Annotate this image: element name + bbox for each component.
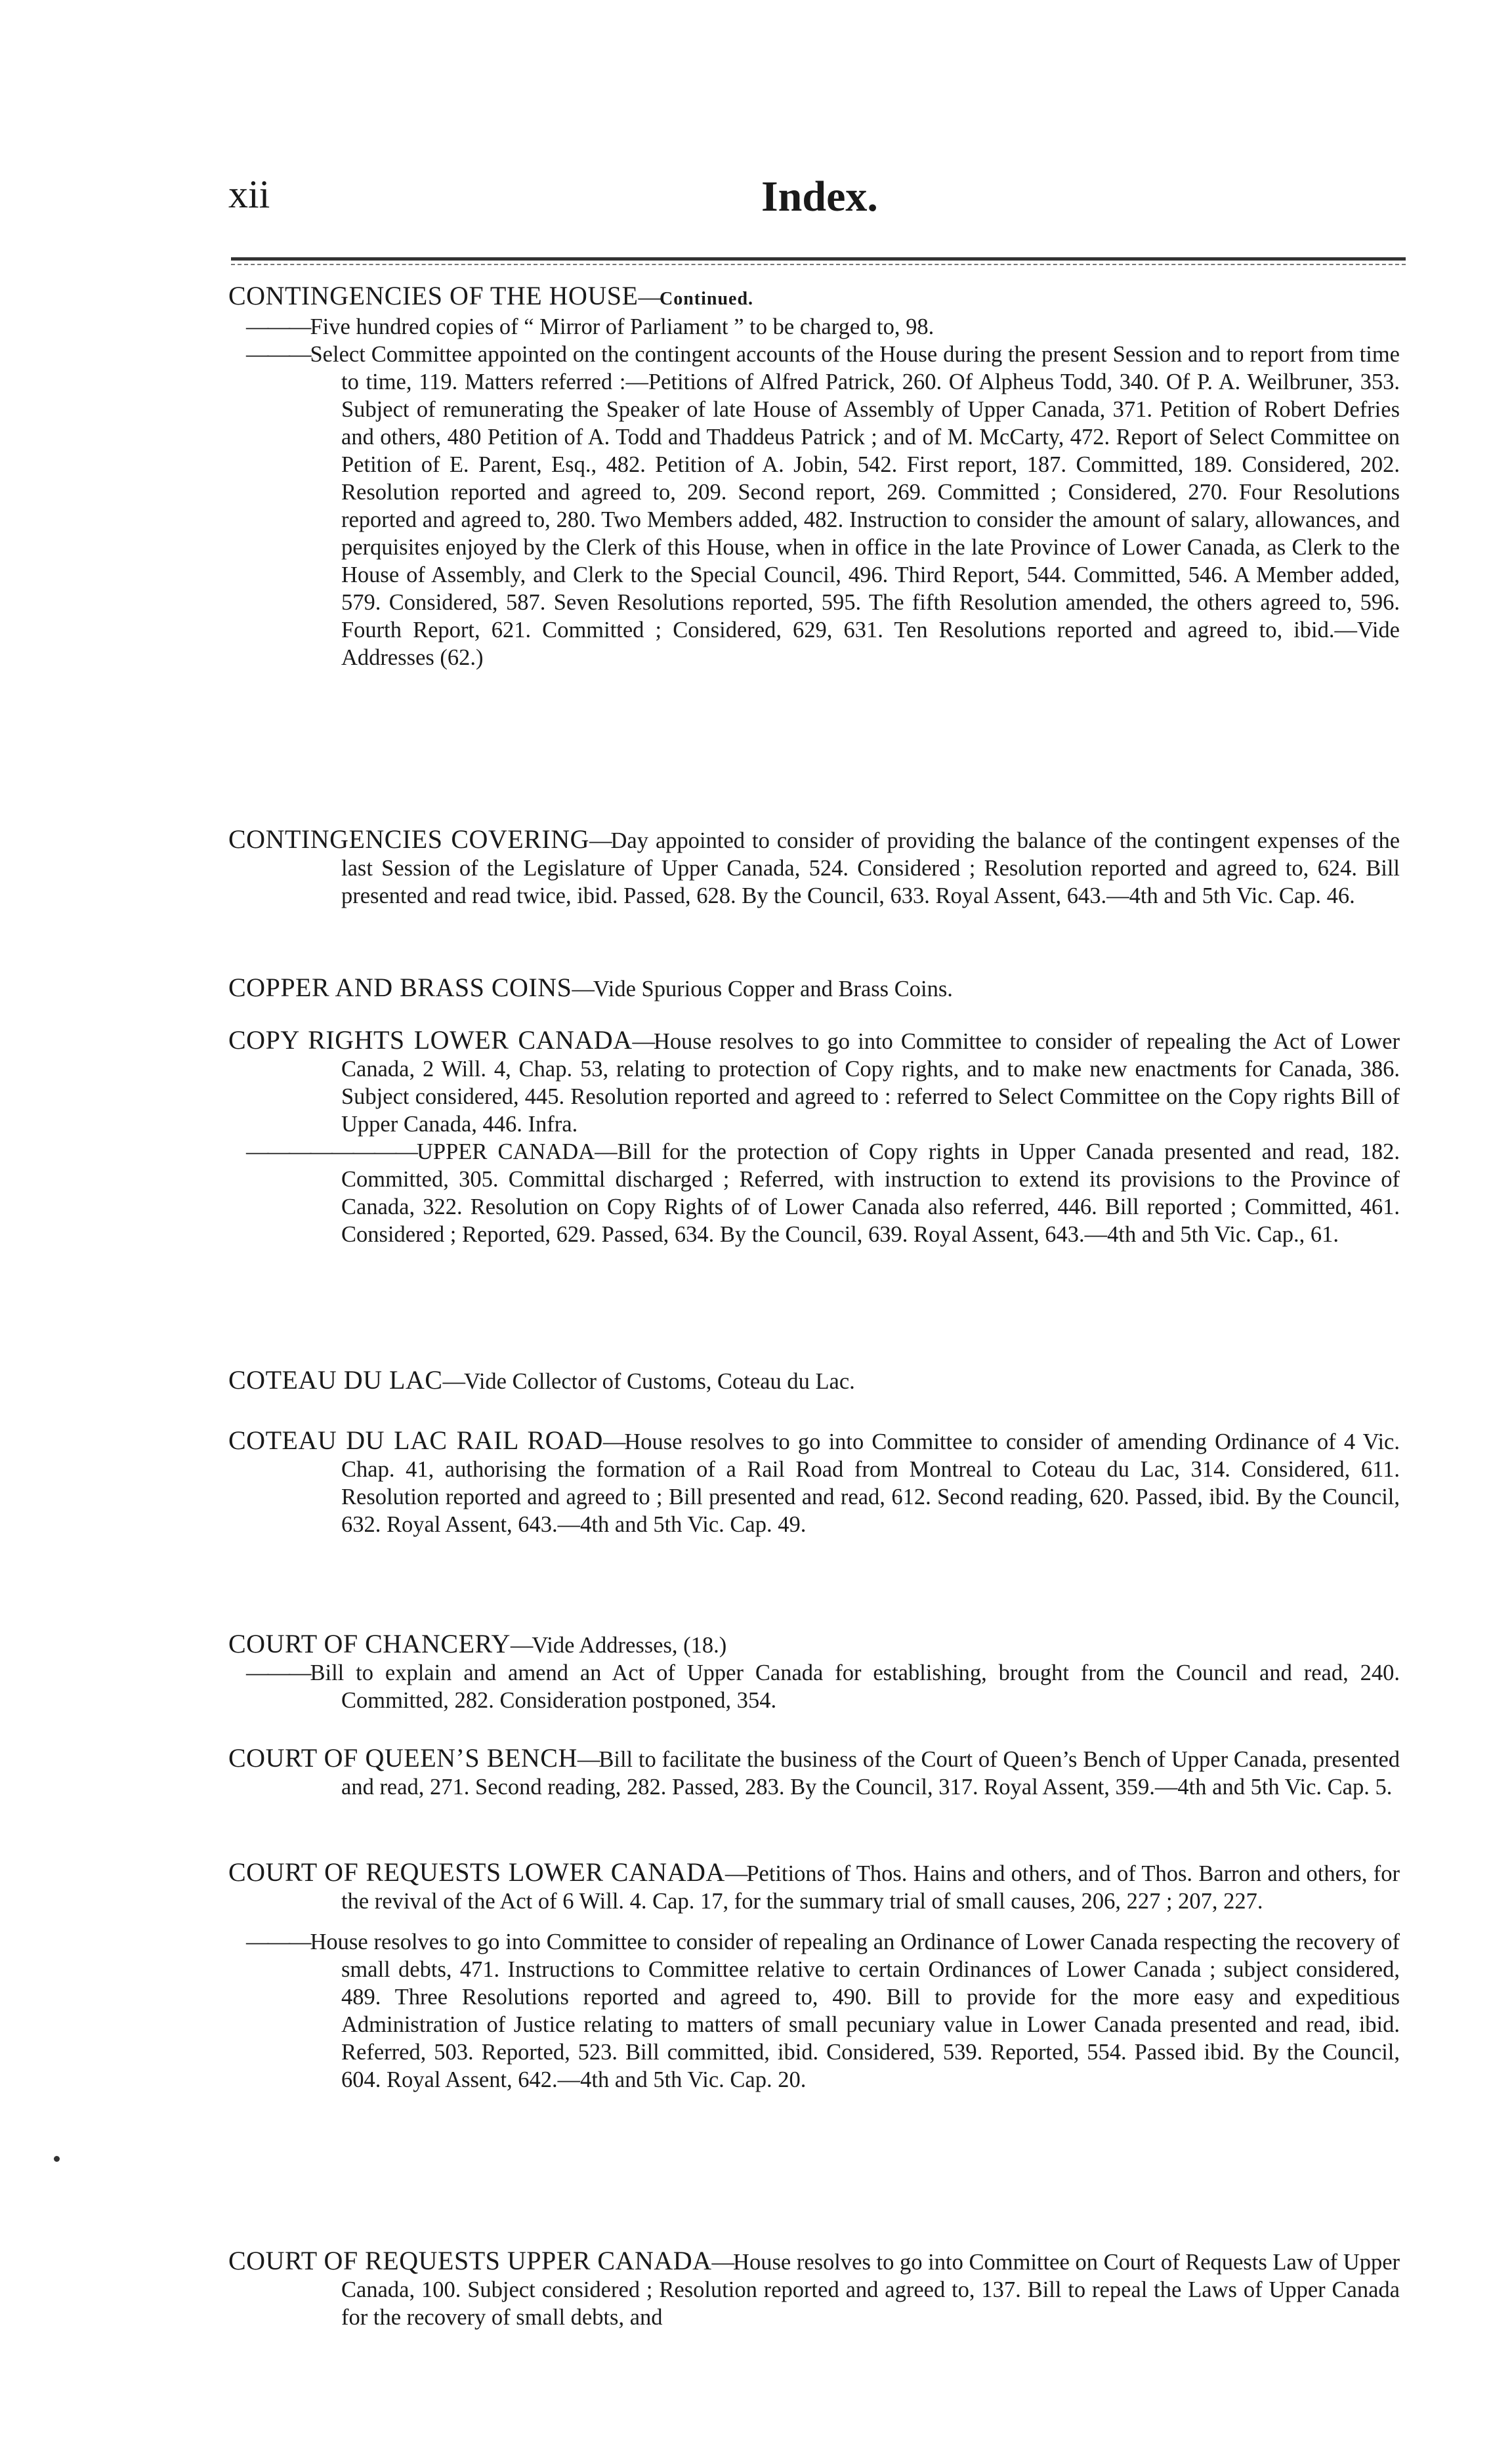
entry-subentry: House resolves to go into Committee to consider of repealing an Ordinance of Lower Canada respecting the recovery of small debts, 471. Instructions to Committee relative to certain Ordinances of Lower Canada ; subject considered, 489. Three Resolutions reported and agreed to, 490. Bill to provide for the more easy and expeditious Administration of Justice relating to matters of small pecuniary value in Lower Canada presented and read, ibid. Referred, 503. Reported, 523. Bill committed, ibid. Considered, 539. Reported, 554. Passed ibid. By the Council, 604. Royal Assent, 642.—4th and 5th Vic. Cap. 20.: [310, 1929, 1400, 2092]
entry-heading: COTEAU DU LAC: [228, 1365, 443, 1395]
index-entry-coteau-du-lac: COTEAU DU LAC—Vide Collector of Customs, Coteau du Lac.: [228, 1365, 855, 1395]
index-entry-copy-rights-lower-canada: COPY RIGHTS LOWER CANADA—House resolves to go into Committee to consider of repealing the Act of Lower Canada, 2 Will. 4, Chap. 53, relating to protection of Copy rights, and to make new enactments for Canada, 386. Subject considered, 445. Resolution reported and agreed to : referred to Select Committee on the Copy rights Bill of Upper Canada, 446. Infra. ————————UPPER CANADA—Bill for the protection of Copy rights in Upper Canada presented and read, 182. Committed, 305. Committal discharged ; Referred, with instruction to extend its provisions to the Province of Canada, 322. Resolution on Copy Rights of of Lower Canada also referred, 446. Bill reported ; Committed, 461. Considered ; Reported, 629. Passed, 634. By the Council, 639. Royal Assent, 643.—4th and 5th Vic. Cap., 61.: [228, 1025, 1400, 1247]
entry-subentry: Five hundred copies of “ Mirror of Parliament ” to be charged to, 98.: [310, 314, 934, 339]
entry-body: Petitions of Thos. Hains and others, and of Thos. Barron and others, for the revival of the Act of 6 Will. 4. Cap. 17, for the summary trial of small causes, 206, 227 ; 207, 227.: [341, 1861, 1400, 1914]
entry-subentry: Bill to explain and amend an Act of Upper Canada for establishing, brought from the Council and read, 240. Committed, 282. Consideration postponed, 354.: [310, 1660, 1400, 1713]
entry-body: Day appointed to consider of providing the balance of the contingent expenses of the last Session of the Legislature of Upper Canada, 524. Considered ; Resolution reported and agreed to, 624. Bill presented and read twice, ibid. Passed, 628. By the Council, 633. Royal Assent, 643.—4th and 5th Vic. Cap. 46.: [341, 828, 1400, 908]
ink-spot: [54, 2156, 60, 2162]
entry-heading: COTEAU DU LAC RAIL ROAD: [228, 1425, 603, 1455]
entry-subentry: Select Committee appointed on the contingent accounts of the House during the present Session and to report from time to time, 119. Matters referred :—Petitions of Alfred Patrick, 260. Of Alpheus Todd, 340. Of P. A. Weilbruner, 353. Subject of remunerating the Speaker of late House of Assembly of Upper Canada, 371. Petition of Robert Defries and others, 480 Petition of A. Todd and Thaddeus Patrick ; and of M. McCarty, 472. Report of Select Committee on Petition of E. Parent, Esq., 482. Petition of A. Jobin, 542. First report, 187. Committed, 189. Considered, 202. Resolution reported and agreed to, 209. Second report, 269. Committed ; Considered, 270. Four Resolutions reported and agreed to, 280. Two Members added, 482. Instruction to consider the amount of salary, allowances, and perquisites enjoyed by the Clerk of this House, when in office in the late Province of Lower Canada, as Clerk to the House of Assembly, and Clerk to the Special Council, 496. Third Report, 544. Committed, 546. A Member added, 579. Considered, 587. Seven Resolutions reported, 595. The fifth Resolution amended, the others agreed to, 596. Fourth Report, 621. Committed ; Considered, 629, 631. Ten Resolutions reported and agreed to, ibid.—Vide Addresses (62.): [310, 342, 1400, 670]
index-entry-contingencies-covering: CONTINGENCIES COVERING—Day appointed to consider of providing the balance of the contingent expenses of the last Session of the Legislature of Upper Canada, 524. Considered ; Resolution reported and agreed to, 624. Bill presented and read twice, ibid. Passed, 628. By the Council, 633. Royal Assent, 643.—4th and 5th Vic. Cap. 46.: [228, 824, 1400, 908]
entry-heading: COPY RIGHTS LOWER CANADA: [228, 1025, 633, 1055]
entry-body: House resolves to go into Committee to consider of repealing the Act of Lower Canada, 2 Will. 4, Chap. 53, relating to protection of Copy rights, and to make new enactments for Canada, 386. Subject considered, 445. Resolution reported and agreed to : referred to Select Committee on the Copy rights Bill of Upper Canada, 446. Infra.: [341, 1029, 1400, 1137]
index-entry-court-of-requests-upper-canada: COURT OF REQUESTS UPPER CANADA—House resolves to go into Committee on Court of Requests Law of Upper Canada, 100. Subject considered ; Resolution reported and agreed to, 137. Bill to repeal the Laws of Upper Canada for the recovery of small debts, and: [228, 2246, 1400, 2330]
entry-heading: COURT OF REQUESTS LOWER CANADA: [228, 1857, 725, 1887]
index-entry-court-of-queens-bench: COURT OF QUEEN’S BENCH—Bill to facilitate the business of the Court of Queen’s Bench of Upper Canada, presented and read, 271. Second reading, 282. Passed, 283. By the Council, 317. Royal Assent, 359.—4th and 5th Vic. Cap. 5.: [228, 1743, 1400, 1800]
entry-heading: COPPER AND BRASS COINS: [228, 973, 572, 1002]
index-entry-coteau-du-lac-rail-road: COTEAU DU LAC RAIL ROAD—House resolves to go into Committee to consider of amending Ordinance of 4 Vic. Chap. 41, authorising the formation of a Rail Road from Montreal to Coteau du Lac, 314. Considered, 611. Resolution reported and agreed to ; Bill presented and read, 612. Second reading, 620. Passed, ibid. By the Council, 632. Royal Assent, 643.—4th and 5th Vic. Cap. 49.: [228, 1425, 1400, 1537]
entry-body: Vide Addresses, (18.): [532, 1633, 727, 1658]
header-rule-dashed: [231, 264, 1406, 265]
continued-label: Continued.: [659, 289, 754, 309]
entry-heading: COURT OF CHANCERY: [228, 1629, 511, 1658]
entry-heading: COURT OF QUEEN’S BENCH: [228, 1743, 578, 1773]
index-entry-court-of-chancery: COURT OF CHANCERY—Vide Addresses, (18.) ———Bill to explain and amend an Act of Upper Canada for establishing, brought from the Council and read, 240. Committed, 282. Consideration postponed, 354.: [228, 1629, 1400, 1713]
entry-body: Bill to facilitate the business of the Court of Queen’s Bench of Upper Canada, presented and read, 271. Second reading, 282. Passed, 283. By the Council, 317. Royal Assent, 359.—4th and 5th Vic. Cap. 5.: [341, 1747, 1400, 1800]
entry-body: Vide Spurious Copper and Brass Coins.: [593, 977, 953, 1002]
entry-heading: CONTINGENCIES OF THE HOUSE: [228, 281, 639, 310]
page-number: xii: [228, 173, 270, 216]
page-title: Index.: [761, 173, 878, 221]
index-entry-copper-and-brass-coins: COPPER AND BRASS COINS—Vide Spurious Copper and Brass Coins.: [228, 973, 953, 1002]
entry-heading: COURT OF REQUESTS UPPER CANADA: [228, 2246, 712, 2275]
entry-subentry: UPPER CANADA—Bill for the protection of Copy rights in Upper Canada presented and read, 182. Committed, 305. Committal discharged ; Referred, with instruction to extend its provisions to the Province of Canada, 322. Resolution on Copy Rights of of Lower Canada also referred, 446. Bill reported ; Committed, 461. Considered ; Reported, 629. Passed, 634. By the Council, 639. Royal Assent, 643.—4th and 5th Vic. Cap., 61.: [341, 1139, 1400, 1247]
header-rule: [231, 257, 1406, 261]
index-entry-contingencies-of-the-house: CONTINGENCIES OF THE HOUSE—Continued. ———Five hundred copies of “ Mirror of Parliament ” to be charged to, 98. ———Select Committee appointed on the contingent accounts of the House during the present Session and to report from time to time, 119. Matters referred :—Petitions of Alfred Patrick, 260. Of Alpheus Todd, 340. Of P. A. Weilbruner, 353. Subject of remunerating the Speaker of late House of Assembly of Upper Canada, 371. Petition of Robert Defries and others, 480 Petition of A. Todd and Thaddeus Patrick ; and of M. McCarty, 472. Report of Select Committee on Petition of E. Parent, Esq., 482. Petition of A. Jobin, 542. First report, 187. Committed, 189. Considered, 202. Resolution reported and agreed to, 209. Second report, 269. Committed ; Considered, 270. Four Resolutions reported and agreed to, 280. Two Members added, 482. Instruction to consider the amount of salary, allowances, and perquisites enjoyed by the Clerk of this House, when in office in the late Province of Lower Canada, as Clerk to the House of Assembly, and Clerk to the Special Council, 496. Third Report, 544. Committed, 546. A Member added, 579. Considered, 587. Seven Resolutions reported, 595. The fifth Resolution amended, the others agreed to, 596. Fourth Report, 621. Committed ; Considered, 629, 631. Ten Resolutions reported and agreed to, ibid.—Vide Addresses (62.): [228, 281, 1400, 670]
entry-heading: CONTINGENCIES COVERING: [228, 824, 590, 854]
index-entry-court-of-requests-lower-canada: COURT OF REQUESTS LOWER CANADA—Petitions of Thos. Hains and others, and of Thos. Barron and others, for the revival of the Act of 6 Will. 4. Cap. 17, for the summary trial of small causes, 206, 227 ; 207, 227. ———House resolves to go into Committee to consider of repealing an Ordinance of Lower Canada respecting the recovery of small debts, 471. Instructions to Committee relative to certain Ordinances of Lower Canada ; subject considered, 489. Three Resolutions reported and agreed to, 490. Bill to provide for the more easy and expeditious Administration of Justice relating to matters of small pecuniary value in Lower Canada presented and read, ibid. Referred, 503. Reported, 523. Bill committed, ibid. Considered, 539. Reported, 554. Passed ibid. By the Council, 604. Royal Assent, 642.—4th and 5th Vic. Cap. 20.: [228, 1857, 1400, 2092]
entry-body: Vide Collector of Customs, Coteau du Lac.: [463, 1369, 855, 1394]
entry-body: House resolves to go into Committee to consider of amending Ordinance of 4 Vic. Chap. 41, authorising the formation of a Rail Road from Montreal to Coteau du Lac, 314. Considered, 611. Resolution reported and agreed to ; Bill presented and read, 612. Second reading, 620. Passed, ibid. By the Council, 632. Royal Assent, 643.—4th and 5th Vic. Cap. 49.: [341, 1429, 1400, 1537]
entry-body: House resolves to go into Committee on Court of Requests Law of Upper Canada, 100. Subject considered ; Resolution reported and agreed to, 137. Bill to repeal the Laws of Upper Canada for the recovery of small debts, and: [341, 2250, 1400, 2330]
